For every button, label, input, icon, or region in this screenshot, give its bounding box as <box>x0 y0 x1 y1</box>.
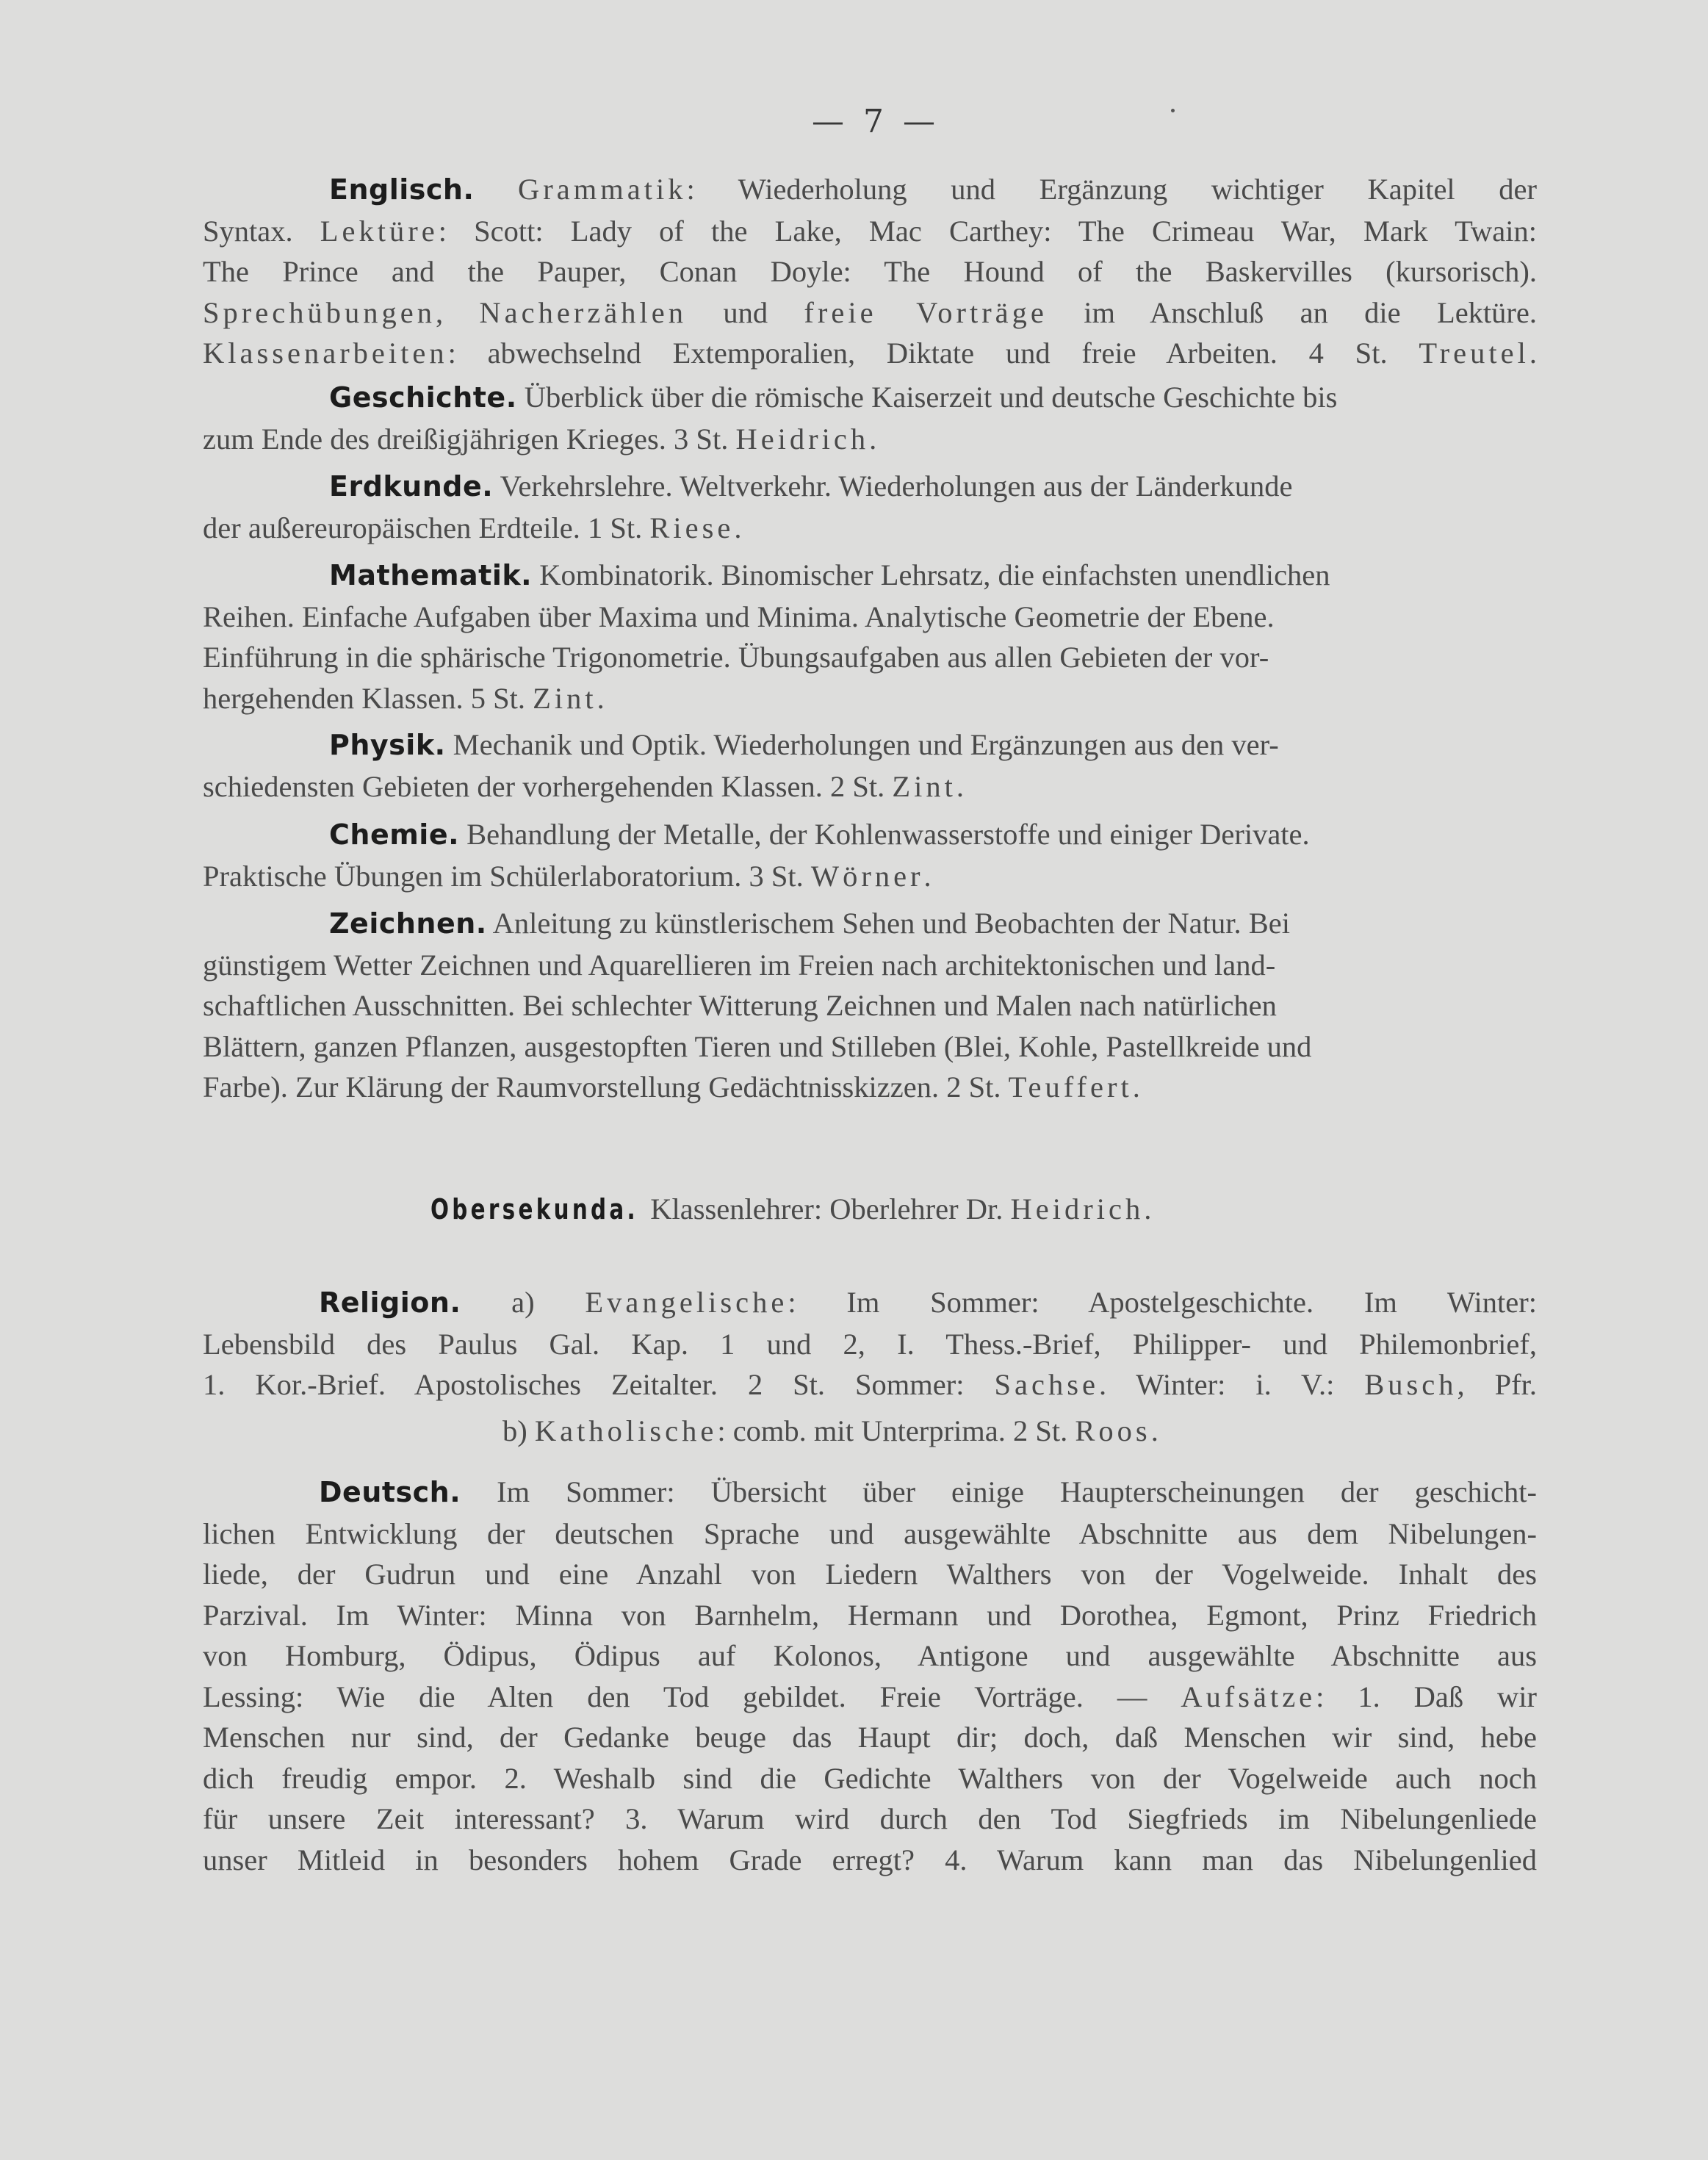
paragraph-chemie <box>203 814 1537 896</box>
text-line: zum Ende des dreißigjährigen Krieges. 3 St. Heidrich. <box>203 422 877 456</box>
text-line: Geschichte. Überblick über die römische Kaiserzeit und deutsche Geschichte bis <box>329 381 1338 414</box>
text-line: Physik. Mechanik und Optik. Wiederholungen und Ergänzungen aus den ver- <box>329 728 1279 761</box>
text-line: der außereuropäischen Erdteile. 1 St. Riese. <box>203 511 742 544</box>
paragraph-religion <box>203 1282 1537 1405</box>
text-line: Einführung in die sphärische Trigonometrie. Übungsaufgaben aus allen Gebieten der vor- <box>203 641 1269 674</box>
subject-heading: Zeichnen. <box>329 907 487 940</box>
text-line: Praktische Übungen im Schülerlaboratorium. 3 St. Wörner. <box>203 859 932 893</box>
class-teacher-label: Klassenlehrer: Oberlehrer Dr. <box>650 1192 1011 1225</box>
text-line: schiedensten Gebieten der vorhergehenden Klassen. 2 St. Zint. <box>203 769 964 803</box>
text-line: Syntax. Lektüre: Scott: Lady of the Lake, Mac Carthey: The Crimeau War, Mark Twain: <box>203 214 1537 248</box>
subject-heading: Physik. <box>329 729 446 761</box>
text-line: günstigem Wetter Zeichnen und Aquarellieren im Freien nach architektonischen und land- <box>203 948 1276 982</box>
text-line: Chemie. Behandlung der Metalle, der Kohlenwasserstoffe und einiger Derivate. <box>329 818 1310 851</box>
text-line: hergehenden Klassen. 5 St. Zint. <box>203 681 605 715</box>
text-line: lichen Entwicklung der deutschen Sprache und ausgewählte Abschnitte aus dem Nibelungen- <box>203 1516 1537 1550</box>
text-line: 1. Kor.-Brief. Apostolisches Zeitalter. 2 St. Sommer: Sachse. Winter: i. V.: Busch, Pfr. <box>203 1368 1537 1401</box>
subject-heading: Religion. <box>319 1286 461 1319</box>
text-line: Sprechübungen, Nacherzählen und freie Vorträge im Anschluß an die Lektüre. <box>203 295 1538 329</box>
text-line: The Prince and the Pauper, Conan Doyle: The Hound of the Baskervilles (kursorisch). <box>203 255 1537 288</box>
paper-speck <box>1171 109 1175 112</box>
text-line: von Homburg, Ödipus, Ödipus auf Kolonos, Antigone und ausgewählte Abschnitte aus <box>203 1639 1537 1672</box>
text-line: Mathematik. Kombinatorik. Binomischer Lehrsatz, die einfachsten unendlichen <box>329 558 1330 591</box>
paragraph-erdkunde <box>203 466 1537 548</box>
text-line: Klassenarbeiten: abwechselnd Extemporalien, Diktate und freie Arbeiten. 4 St. Treutel. <box>203 336 1537 370</box>
text-line: unser Mitleid in besonders hohem Grade erregt? 4. Warum kann man das Nibelungenlied <box>203 1843 1537 1876</box>
paragraph-geschichte <box>203 377 1537 459</box>
text-line: Zeichnen. Anleitung zu künstlerischem Sehen und Beobachten der Natur. Bei <box>329 907 1290 940</box>
religion-catholic-line: b) Katholische: comb. mit Unterprima. 2 St. Roos. <box>502 1414 1159 1447</box>
class-teacher-name: Heidrich <box>1010 1192 1145 1225</box>
paragraph-englisch <box>203 169 1537 374</box>
text-line: Farbe). Zur Klärung der Raumvorstellung Gedächtnisskizzen. 2 St. Teuffert. <box>203 1070 1140 1104</box>
text-line: schaftlichen Ausschnitten. Bei schlechter Witterung Zeichnen und Malen nach natürlichen <box>203 989 1277 1022</box>
text-line: Englisch. Grammatik: Wiederholung und Ergänzung wichtiger Kapitel der <box>329 173 1537 206</box>
subject-heading: Chemie. <box>329 818 460 851</box>
subject-heading: Geschichte. <box>329 381 517 414</box>
text-line: Erdkunde. Verkehrslehre. Weltverkehr. Wiederholungen aus der Länderkunde <box>329 469 1293 503</box>
text-line: Blättern, ganzen Pflanzen, ausgestopften Tieren und Stilleben (Blei, Kohle, Pastellkreide und <box>203 1029 1312 1063</box>
paragraph-physik <box>203 724 1537 807</box>
text-line: dich freudig empor. 2. Weshalb sind die Gedichte Walthers von der Vogelweide auch noch <box>203 1761 1537 1795</box>
text-line: Parzival. Im Winter: Minna von Barnhelm, Hermann und Dorothea, Egmont, Prinz Friedrich <box>203 1598 1537 1632</box>
paragraph-deutsch <box>203 1472 1537 1880</box>
page-number: — 7 — <box>812 103 940 140</box>
text-line: liede, der Gudrun und eine Anzahl von Liedern Walthers von der Vogelweide. Inhalt des <box>203 1558 1537 1591</box>
text-line: Lebensbild des Paulus Gal. Kap. 1 und 2, I. Thess.-Brief, Philipper- und Philemonbrief, <box>203 1327 1537 1361</box>
text-line: Reihen. Einfache Aufgaben über Maxima und Minima. Analytische Geometrie der Ebene. <box>203 600 1275 633</box>
text-line: Religion. a) Evangelische: Im Sommer: Apostelgeschichte. Im Winter: <box>319 1286 1537 1319</box>
section-title: Obersekunda. <box>430 1193 639 1225</box>
paragraph-mathematik <box>203 555 1537 719</box>
subject-heading: Englisch. <box>329 173 475 206</box>
text-line: für unsere Zeit interessant? 3. Warum wird durch den Tod Siegfrieds im Nibelungenliede <box>203 1802 1537 1835</box>
subject-heading: Mathematik. <box>329 559 533 591</box>
text-line: Deutsch. Im Sommer: Übersicht über einige Haupterscheinungen der geschicht- <box>319 1475 1538 1508</box>
subject-heading: Deutsch. <box>319 1476 461 1508</box>
section-heading: Obersekunda. Klassenlehrer: Oberlehrer Dr. Heidrich. <box>430 1192 1152 1225</box>
text-line: Menschen nur sind, der Gedanke beuge das Haupt dir; doch, daß Menschen wir sind, hebe <box>203 1721 1537 1754</box>
subject-heading: Erdkunde. <box>329 470 494 503</box>
paragraph-zeichnen <box>203 903 1537 1108</box>
text-line: Lessing: Wie die Alten den Tod gebildet. Freie Vorträge. — Aufsätze: 1. Daß wir <box>203 1680 1537 1713</box>
